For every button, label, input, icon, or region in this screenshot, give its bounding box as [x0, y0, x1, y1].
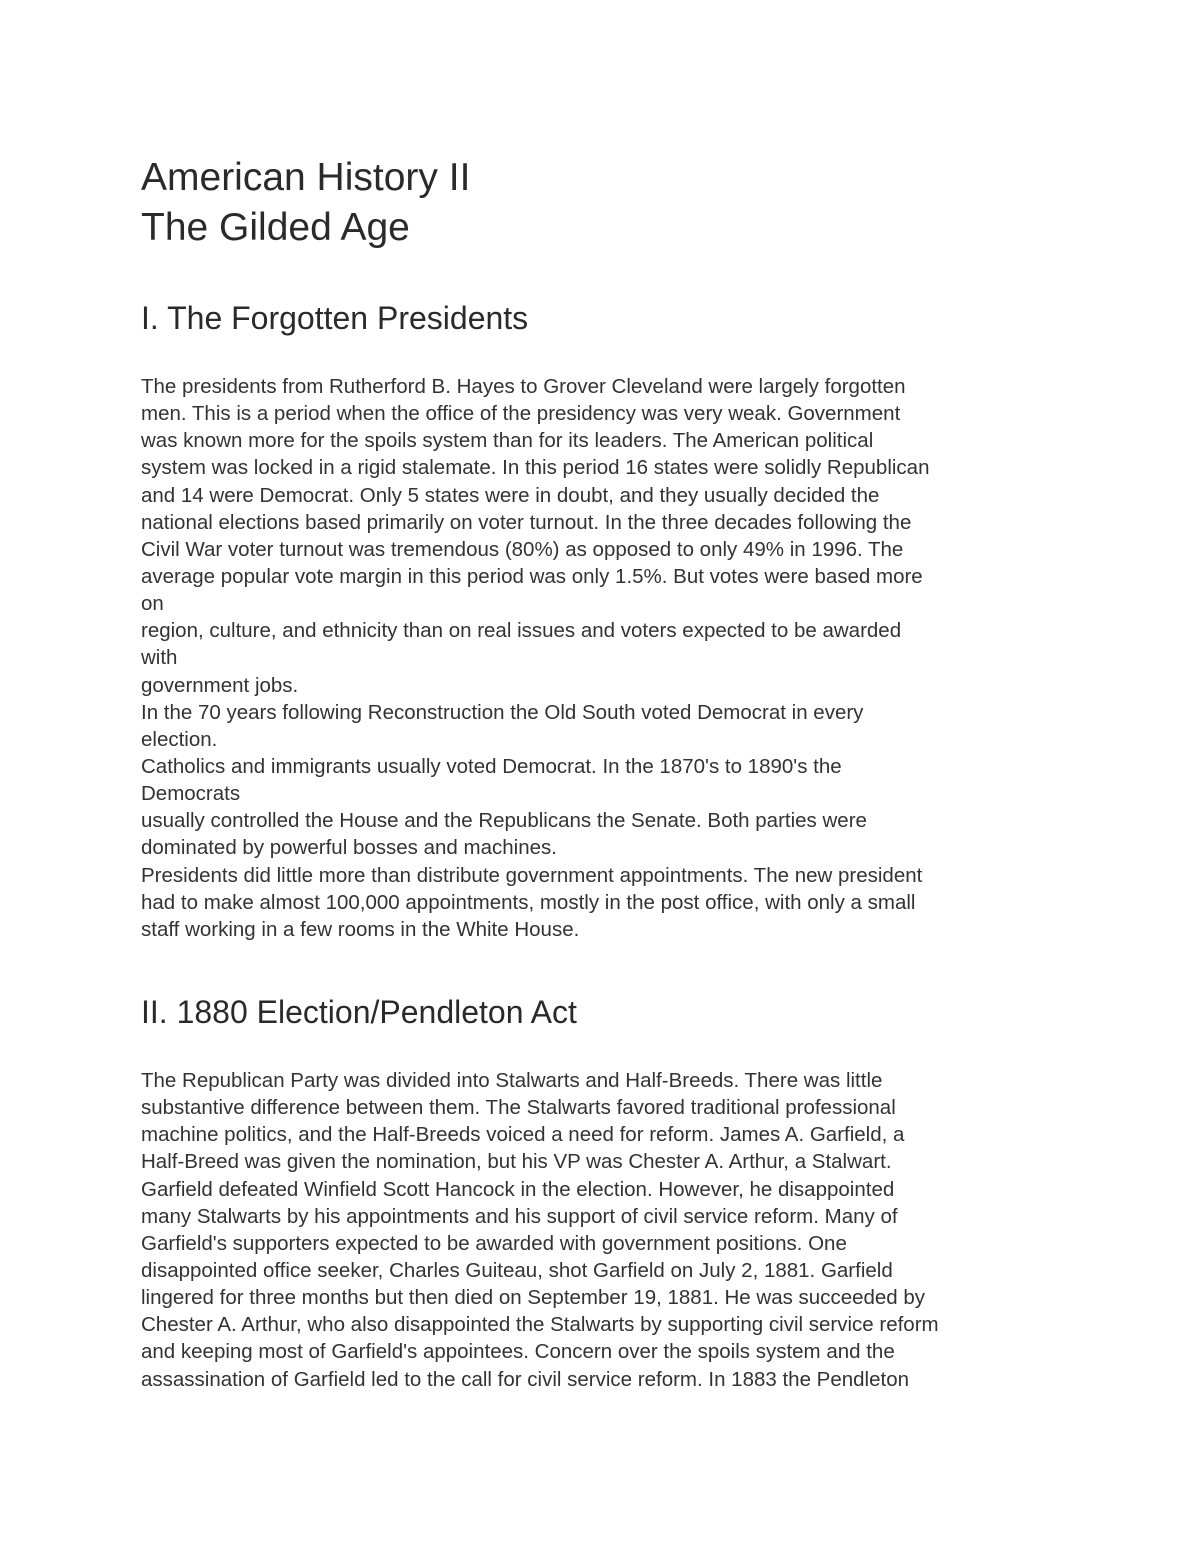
title-line-2: The Gilded Age [141, 206, 410, 249]
body-line: national elections based primarily on voter turnout. In the three decades following the [141, 510, 912, 534]
body-line: men. This is a period when the office of the presidency was very weak. Government [141, 402, 901, 426]
body-line: machine politics, and the Half-Breeds voiced a need for reform. James A. Garfield, a [141, 1123, 905, 1147]
body-line: Garfield defeated Winfield Scott Hancock in the election. However, he disappointed [141, 1177, 895, 1201]
body-line: dominated by powerful bosses and machines. [141, 836, 557, 860]
body-line: disappointed office seeker, Charles Guiteau, shot Garfield on July 2, 1881. Garfield [141, 1258, 893, 1282]
section-2-heading: II. 1880 Election/Pendleton Act [141, 994, 577, 1030]
body-line: substantive difference between them. The Stalwarts favored traditional professional [141, 1096, 896, 1120]
body-line: on [141, 592, 164, 616]
body-line: had to make almost 100,000 appointments, mostly in the post office, with only a small [141, 890, 916, 914]
body-line: was known more for the spoils system than for its leaders. The American political [141, 429, 874, 453]
title-line-1: American History II [141, 156, 471, 199]
body-line: government jobs. [141, 673, 299, 697]
section-1-body [141, 373, 1141, 943]
body-line: lingered for three months but then died on September 19, 1881. He was succeeded by [141, 1286, 926, 1310]
body-line: Democrats [141, 782, 241, 806]
body-line: assassination of Garfield led to the call for civil service reform. In 1883 the Pendleton [141, 1367, 910, 1391]
body-line: and keeping most of Garfield's appointees. Concern over the spoils system and the [141, 1340, 895, 1364]
body-line: Chester A. Arthur, who also disappointed the Stalwarts by supporting civil service reform [141, 1313, 939, 1337]
body-line: and 14 were Democrat. Only 5 states were in doubt, and they usually decided the [141, 483, 880, 507]
body-line: Half-Breed was given the nomination, but his VP was Chester A. Arthur, a Stalwart. [141, 1150, 892, 1174]
body-line: staff working in a few rooms in the White House. [141, 917, 580, 941]
body-line: The presidents from Rutherford B. Hayes to Grover Cleveland were largely forgotten [141, 375, 906, 398]
body-line: usually controlled the House and the Republicans the Senate. Both parties were [141, 809, 867, 833]
body-line: Catholics and immigrants usually voted Democrat. In the 1870's to 1890's the [141, 754, 842, 778]
body-line: The Republican Party was divided into Stalwarts and Half-Breeds. There was little [141, 1069, 883, 1092]
section-2-body [141, 1067, 1141, 1393]
section-1-heading: I. The Forgotten Presidents [141, 300, 529, 336]
body-line: many Stalwarts by his appointments and his support of civil service reform. Many of [141, 1204, 898, 1228]
body-line: Civil War voter turnout was tremendous (80%) as opposed to only 49% in 1996. The [141, 537, 904, 561]
body-line: average popular vote margin in this period was only 1.5%. But votes were based more [141, 564, 923, 588]
body-line: system was locked in a rigid stalemate. In this period 16 states were solidly Republican [141, 456, 930, 480]
body-line: with [141, 646, 178, 670]
document-title [141, 153, 1141, 253]
body-line: region, culture, and ethnicity than on real issues and voters expected to be awarded [141, 619, 902, 643]
body-line: In the 70 years following Reconstruction the Old South voted Democrat in every [141, 700, 864, 724]
body-line: election. [141, 727, 218, 751]
body-line: Presidents did little more than distribute government appointments. The new president [141, 863, 923, 887]
body-line: Garfield's supporters expected to be awarded with government positions. One [141, 1231, 847, 1255]
